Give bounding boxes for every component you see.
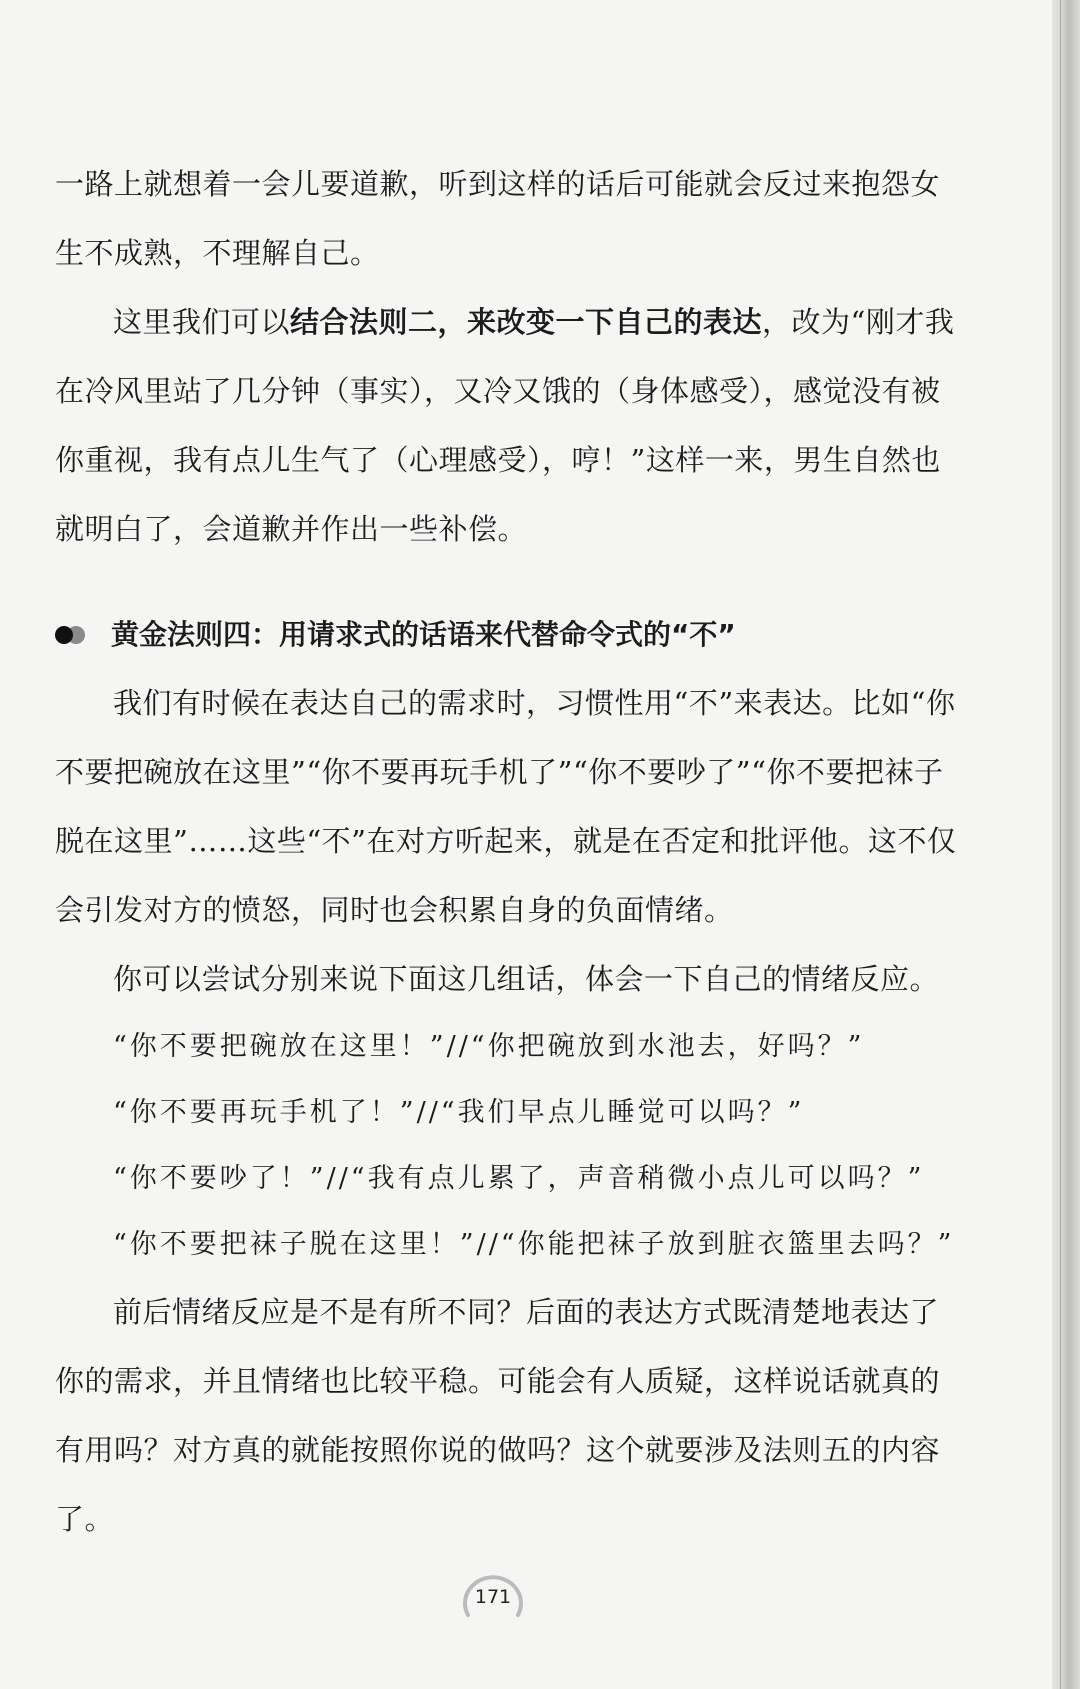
page-number: 171 xyxy=(458,1571,528,1623)
example-list xyxy=(55,1014,965,1278)
paragraph-2-prefix: 这里我们可以 xyxy=(113,305,291,339)
book-page-edge xyxy=(1052,0,1080,1689)
example-item: “你不要再玩手机了！”//“我们早点儿睡觉可以吗？” xyxy=(113,1097,805,1128)
paragraph-4: 你可以尝试分别来说下面这几组话，体会一下自己的情绪反应。 xyxy=(113,962,940,996)
example-item: “你不要吵了！”//“我有点儿累了，声音稍微小点儿可以吗？” xyxy=(113,1163,925,1194)
paragraph-2-rest: ，改为“刚才我在冷风里站了几分钟（事实），又冷又饿的（身体感受），感觉没有被你重视，我有点儿生气了（心理感受），哼！”这样一来，男生自然也就明白了，会道歉并作出一些补偿。 xyxy=(55,305,955,546)
example-item: “你不要把碗放在这里！”//“你把碗放到水池去，好吗？” xyxy=(113,1031,865,1062)
page-content xyxy=(55,150,965,1554)
paragraph-3: 我们有时候在表达自己的需求时，习惯性用“不”来表达。比如“你不要把碗放在这里”“你不要再玩手机了”“你不要吵了”“你不要把袜子脱在这里”……这些“不”在对方听起来，就是在否定和批评他。这不仅会引发对方的愤怒，同时也会积累自身的负面情绪。 xyxy=(55,686,957,927)
example-item: “你不要把袜子脱在这里！”//“你能把袜子放到脏衣篮里去吗？” xyxy=(113,1229,955,1260)
section-heading xyxy=(55,600,965,669)
paragraph-2-bold: 结合法则二，来改变一下自己的表达 xyxy=(290,305,763,339)
double-dot-bullet-icon xyxy=(55,625,95,645)
paragraph-5: 前后情绪反应是不是有所不同？后面的表达方式既清楚地表达了你的需求，并且情绪也比较平稳。可能会有人质疑，这样说话就真的有用吗？对方真的就能按照你说的做吗？这个就要涉及法则五的内容了。 xyxy=(55,1295,941,1536)
paragraph-1: 一路上就想着一会儿要道歉，听到这样的话后可能就会反过来抱怨女生不成熟，不理解自己。 xyxy=(55,167,941,270)
section-heading-text: 黄金法则四：用请求式的话语来代替命令式的“不” xyxy=(111,618,736,651)
paragraph-2 xyxy=(55,288,965,564)
